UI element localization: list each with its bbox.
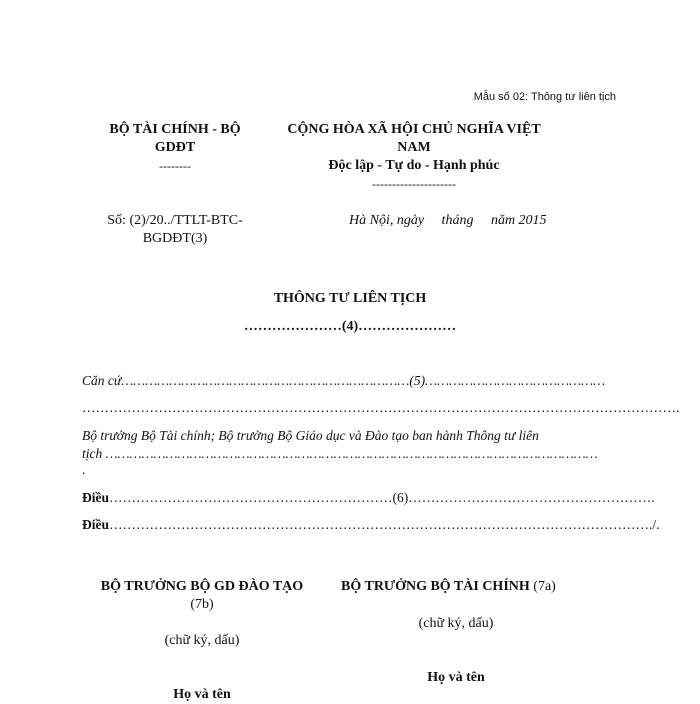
document-number xyxy=(75,212,275,248)
document-title: THÔNG TƯ LIÊN TỊCH xyxy=(273,291,427,306)
signature-block-left xyxy=(82,578,322,614)
issuing-agency xyxy=(95,121,255,157)
national-title-line2: NAM xyxy=(397,140,431,155)
signature-right-title: BỘ TRƯỞNG BỘ TÀI CHÍNH xyxy=(341,579,530,594)
motto-rule: --------------------- xyxy=(372,177,456,191)
document-subtitle: …………………(4)………………… xyxy=(243,319,457,334)
article-2-label: Điều xyxy=(82,517,109,532)
article-1 xyxy=(82,489,655,507)
signature-left-note: (7b) xyxy=(190,597,214,612)
signature-left-title: BỘ TRƯỞNG BỘ GD ĐÀO TẠO xyxy=(100,579,304,594)
place-date: Hà Nội, ngày tháng năm 2015 xyxy=(349,213,547,228)
signature-block-right xyxy=(341,578,556,596)
article-1-label: Điều xyxy=(82,490,109,505)
template-label: Mẫu số 02: Thông tư liên tịch xyxy=(473,91,616,103)
signature-left-name: Họ và tên xyxy=(173,687,231,702)
issuing-agency-line2: GDĐT xyxy=(154,140,196,155)
issuing-statement-line2: tịch …………………………………………………………………………………………………………… xyxy=(82,446,598,461)
motto: Độc lập - Tự do - Hạnh phúc xyxy=(328,158,500,173)
issuing-agency-line1: BỘ TÀI CHÍNH - BỘ xyxy=(109,122,241,137)
legal-basis: Căn cứ………………………………………………………………(5)……………………………………… xyxy=(82,373,606,388)
issuing-statement-line3: . xyxy=(82,462,86,477)
document-number-line2: BGDĐT(3) xyxy=(142,231,208,246)
issuing-statement-line1: Bộ trưởng Bộ Tài chính; Bộ trưởng Bộ Giáo dục và Đào tạo ban hành Thông tư liên xyxy=(82,428,539,443)
article-2-content: …………………………………………………………………………………………………………./. xyxy=(109,517,660,532)
article-1-content: ………………………………………………………(6)………………………………………………. xyxy=(109,490,655,505)
national-title-line1: CỘNG HÒA XÃ HỘI CHỦ NGHĨA VIỆT xyxy=(287,122,541,137)
national-title xyxy=(268,121,560,175)
document-number-line1: Số: (2)/20../TTLT-BTC- xyxy=(107,213,243,228)
signature-left-sign: (chữ ký, dấu) xyxy=(164,633,240,648)
signature-right-sign: (chữ ký, dấu) xyxy=(418,616,494,631)
legal-basis-continued: ……………………………………………………………………………………………………………………. xyxy=(82,400,680,415)
signature-right-note: (7a) xyxy=(533,579,556,594)
issuing-agency-rule: -------- xyxy=(159,159,191,173)
signature-right-name: Họ và tên xyxy=(427,670,485,685)
article-2 xyxy=(82,516,660,534)
